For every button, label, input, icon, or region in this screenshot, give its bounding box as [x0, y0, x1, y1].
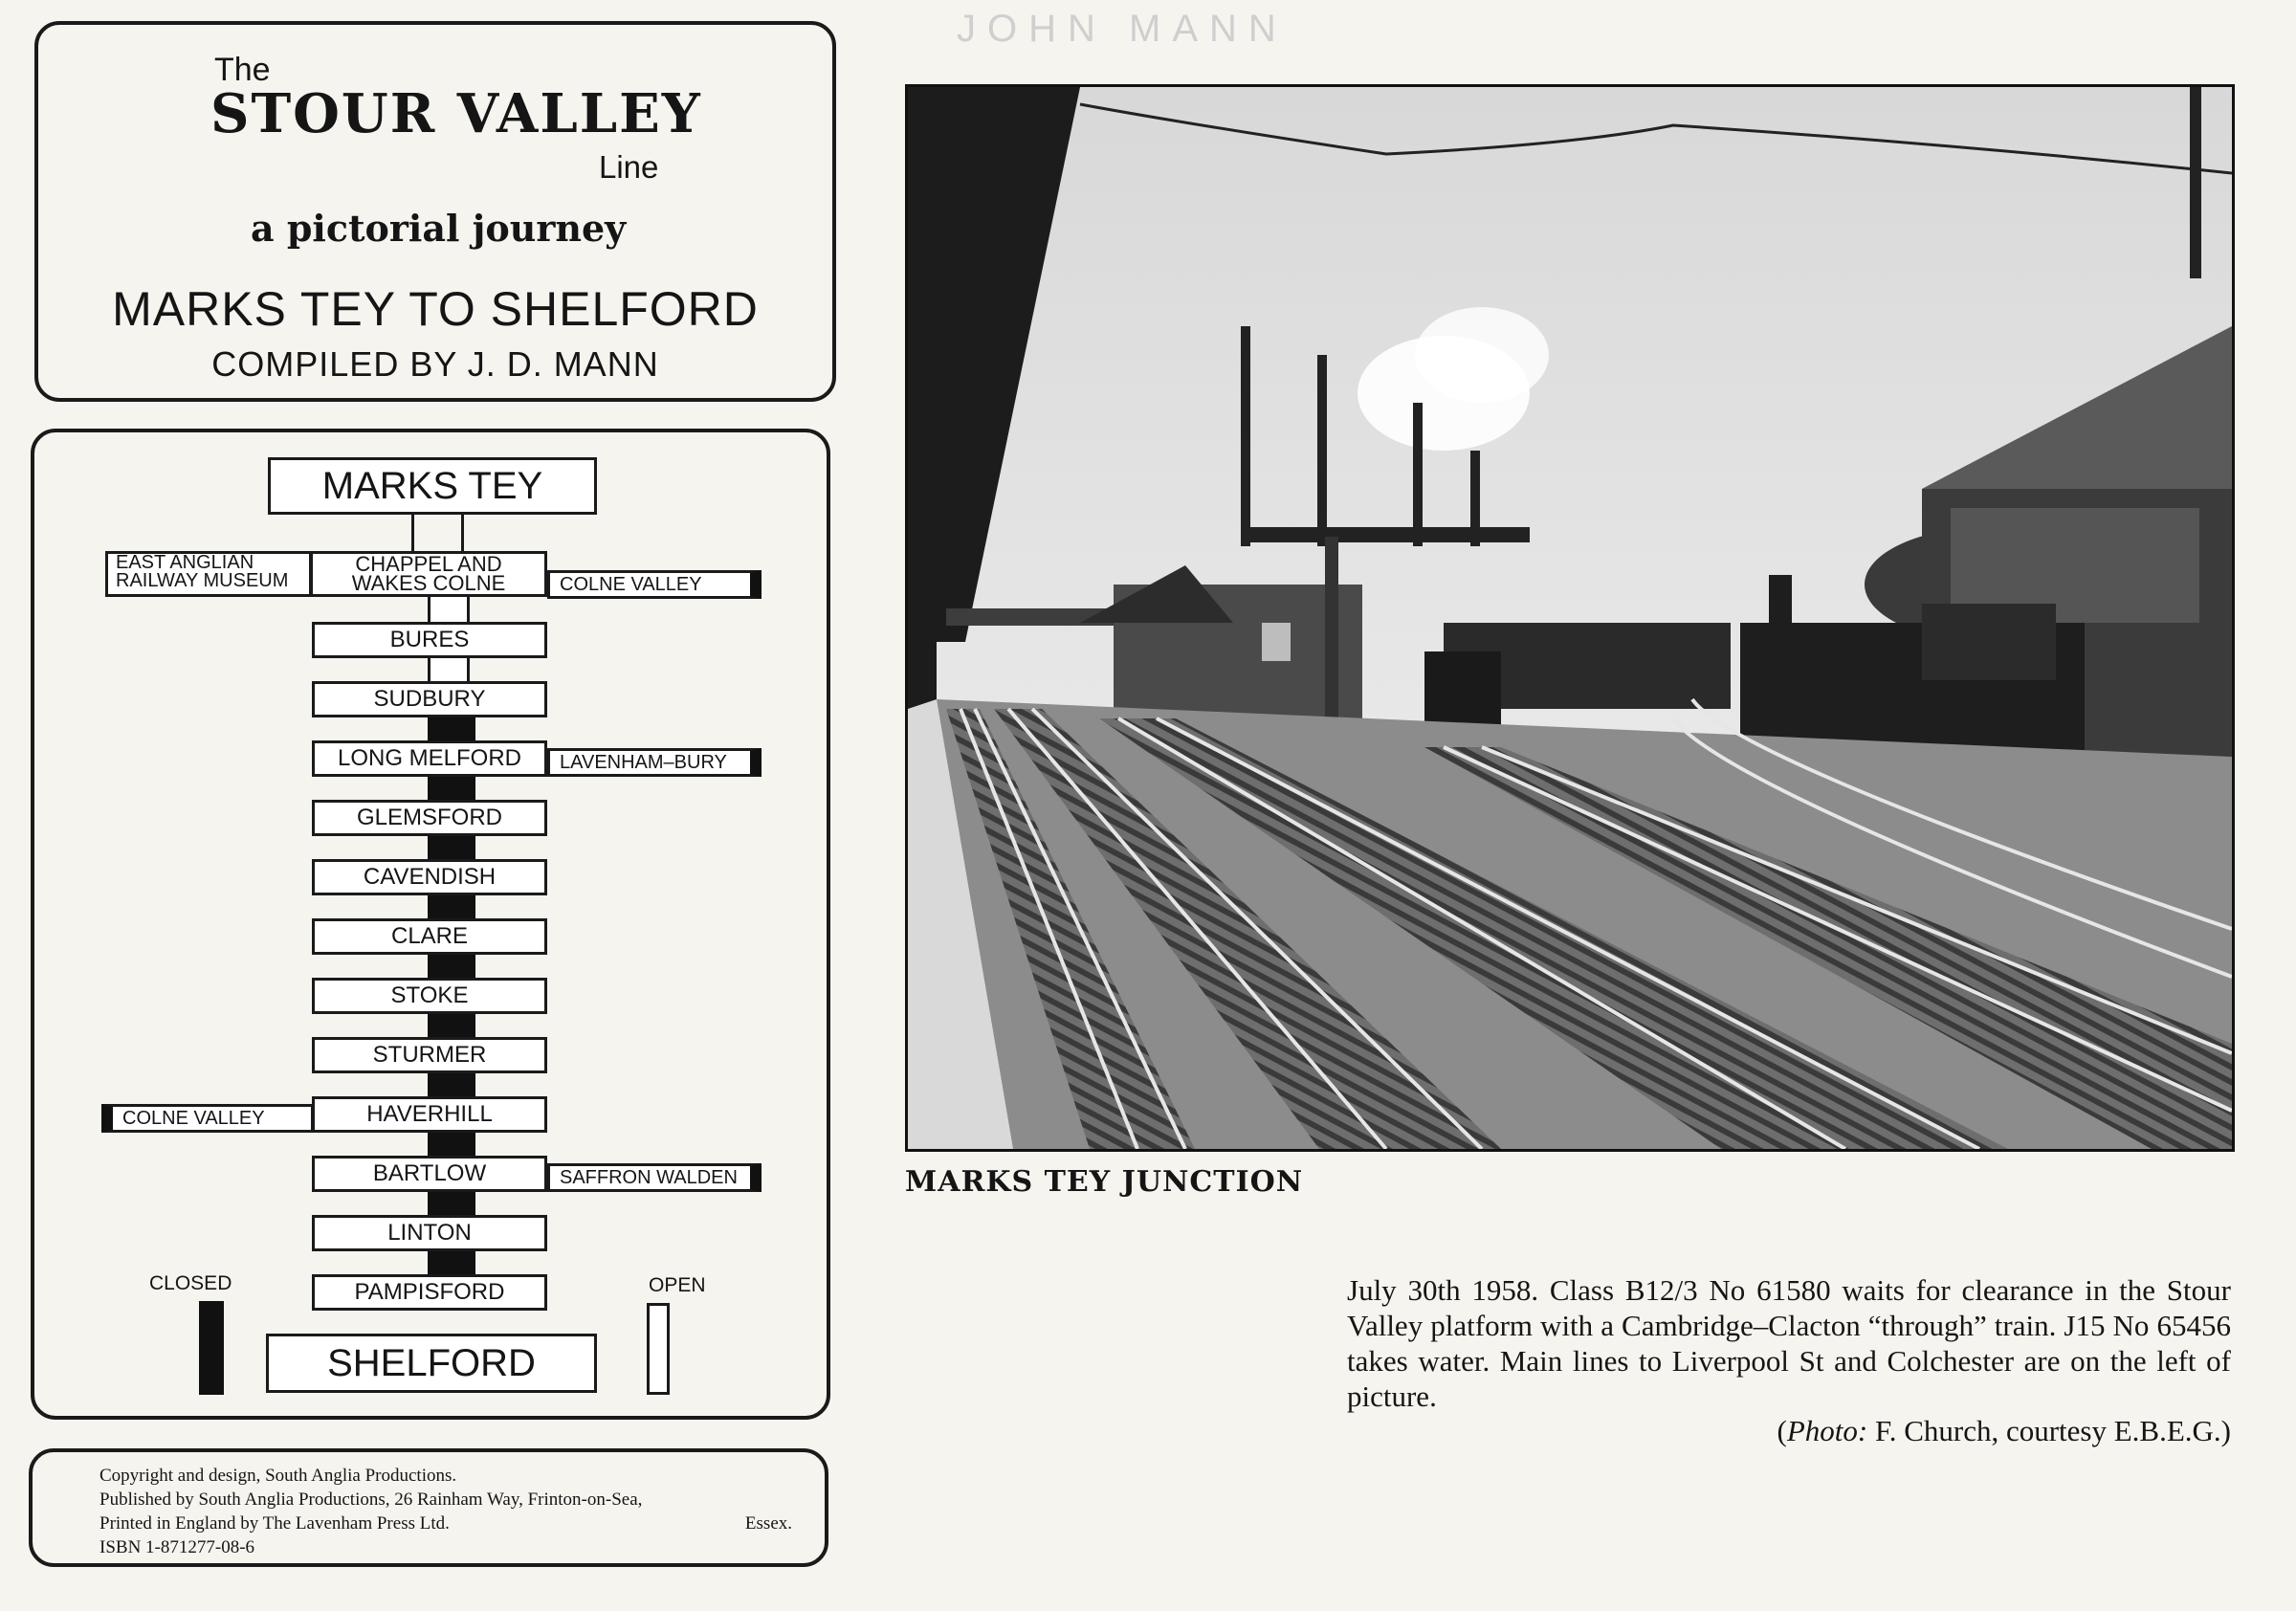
marks-tey-junction-photo — [905, 84, 2235, 1152]
museum-label-1: EAST ANGLIAN — [116, 552, 254, 573]
chappel-label-1: CHAPPEL AND — [355, 552, 502, 576]
station-bartlow: BARTLOW — [312, 1156, 547, 1192]
branch-east-anglian-railway-museum — [105, 551, 312, 597]
branch-colne-valley-east: COLNE VALLEY — [547, 570, 762, 599]
legend-open-label: OPEN — [649, 1274, 706, 1296]
station-shelford: SHELFORD — [266, 1334, 597, 1393]
legend-closed-label: CLOSED — [149, 1272, 232, 1294]
station-bures: BURES — [312, 622, 547, 658]
legend-open-swatch — [647, 1303, 670, 1395]
title-the: The — [214, 52, 271, 88]
station-haverhill: HAVERHILL — [312, 1096, 547, 1133]
station-glemsford: GLEMSFORD — [312, 800, 547, 836]
copyright-line: Copyright and design, South Anglia Productions. — [99, 1466, 457, 1486]
station-marks-tey: MARKS TEY — [268, 457, 597, 515]
printer-line: Printed in England by The Lavenham Press Ltd. — [99, 1513, 450, 1534]
station-long-melford: LONG MELFORD — [312, 740, 547, 777]
branch-colne-valley-west: COLNE VALLEY — [101, 1104, 314, 1133]
route-map-panel — [31, 429, 830, 1420]
museum-label-2: RAILWAY MUSEUM — [116, 570, 289, 591]
station-stoke: STOKE — [312, 978, 547, 1014]
title-panel — [34, 21, 836, 402]
credit-name: F. Church, courtesy E.B.E.G.) — [1867, 1414, 2231, 1447]
publisher-line: Published by South Anglia Productions, 26 Rainham Way, Frinton-on-Sea, — [99, 1490, 643, 1510]
station-chappel-and-wakes-colne — [310, 551, 547, 597]
credit-open-paren: ( — [1777, 1414, 1787, 1447]
publisher-county: Essex. — [744, 1513, 792, 1534]
copyright-panel — [29, 1448, 828, 1567]
photo-credit — [1777, 1414, 2232, 1448]
connector-line — [461, 515, 464, 551]
compiler-credit: COMPILED BY J. D. MANN — [211, 344, 659, 384]
photo-caption: July 30th 1958. Class B12/3 No 61580 waits for clearance in the Stour Valley platform with a Cambridge–Clacton “through” train. J15 No 65456 takes water. Main lines to Liverpool St and Colchester are on the left of picture. — [1347, 1273, 2231, 1413]
branch-lavenham-bury: LAVENHAM–BURY — [547, 748, 762, 777]
isbn-line: ISBN 1-871277-08-6 — [99, 1537, 255, 1557]
book-title: STOUR VALLEY — [210, 82, 702, 145]
photo-caption-title: MARKS TEY JUNCTION — [905, 1165, 1304, 1199]
subtitle: a pictorial journey — [251, 207, 627, 250]
station-pampisford: PAMPISFORD — [312, 1274, 547, 1311]
branch-saffron-walden: SAFFRON WALDEN — [547, 1163, 762, 1192]
legend-closed-swatch — [199, 1301, 224, 1395]
connector-line — [411, 515, 414, 551]
title-line: Line — [599, 149, 659, 185]
route-title: MARKS TEY TO SHELFORD — [112, 282, 759, 336]
handwritten-scrawl: JOHN MANN — [957, 8, 1288, 50]
station-sudbury: SUDBURY — [312, 681, 547, 717]
photo-illustration — [908, 87, 2232, 1149]
credit-photo-label: Photo: — [1786, 1414, 1868, 1447]
copyright-text — [99, 1464, 788, 1559]
station-cavendish: CAVENDISH — [312, 859, 547, 895]
station-linton: LINTON — [312, 1215, 547, 1251]
chappel-label-2: WAKES COLNE — [351, 571, 506, 595]
station-sturmer: STURMER — [312, 1037, 547, 1073]
station-clare: CLARE — [312, 918, 547, 955]
